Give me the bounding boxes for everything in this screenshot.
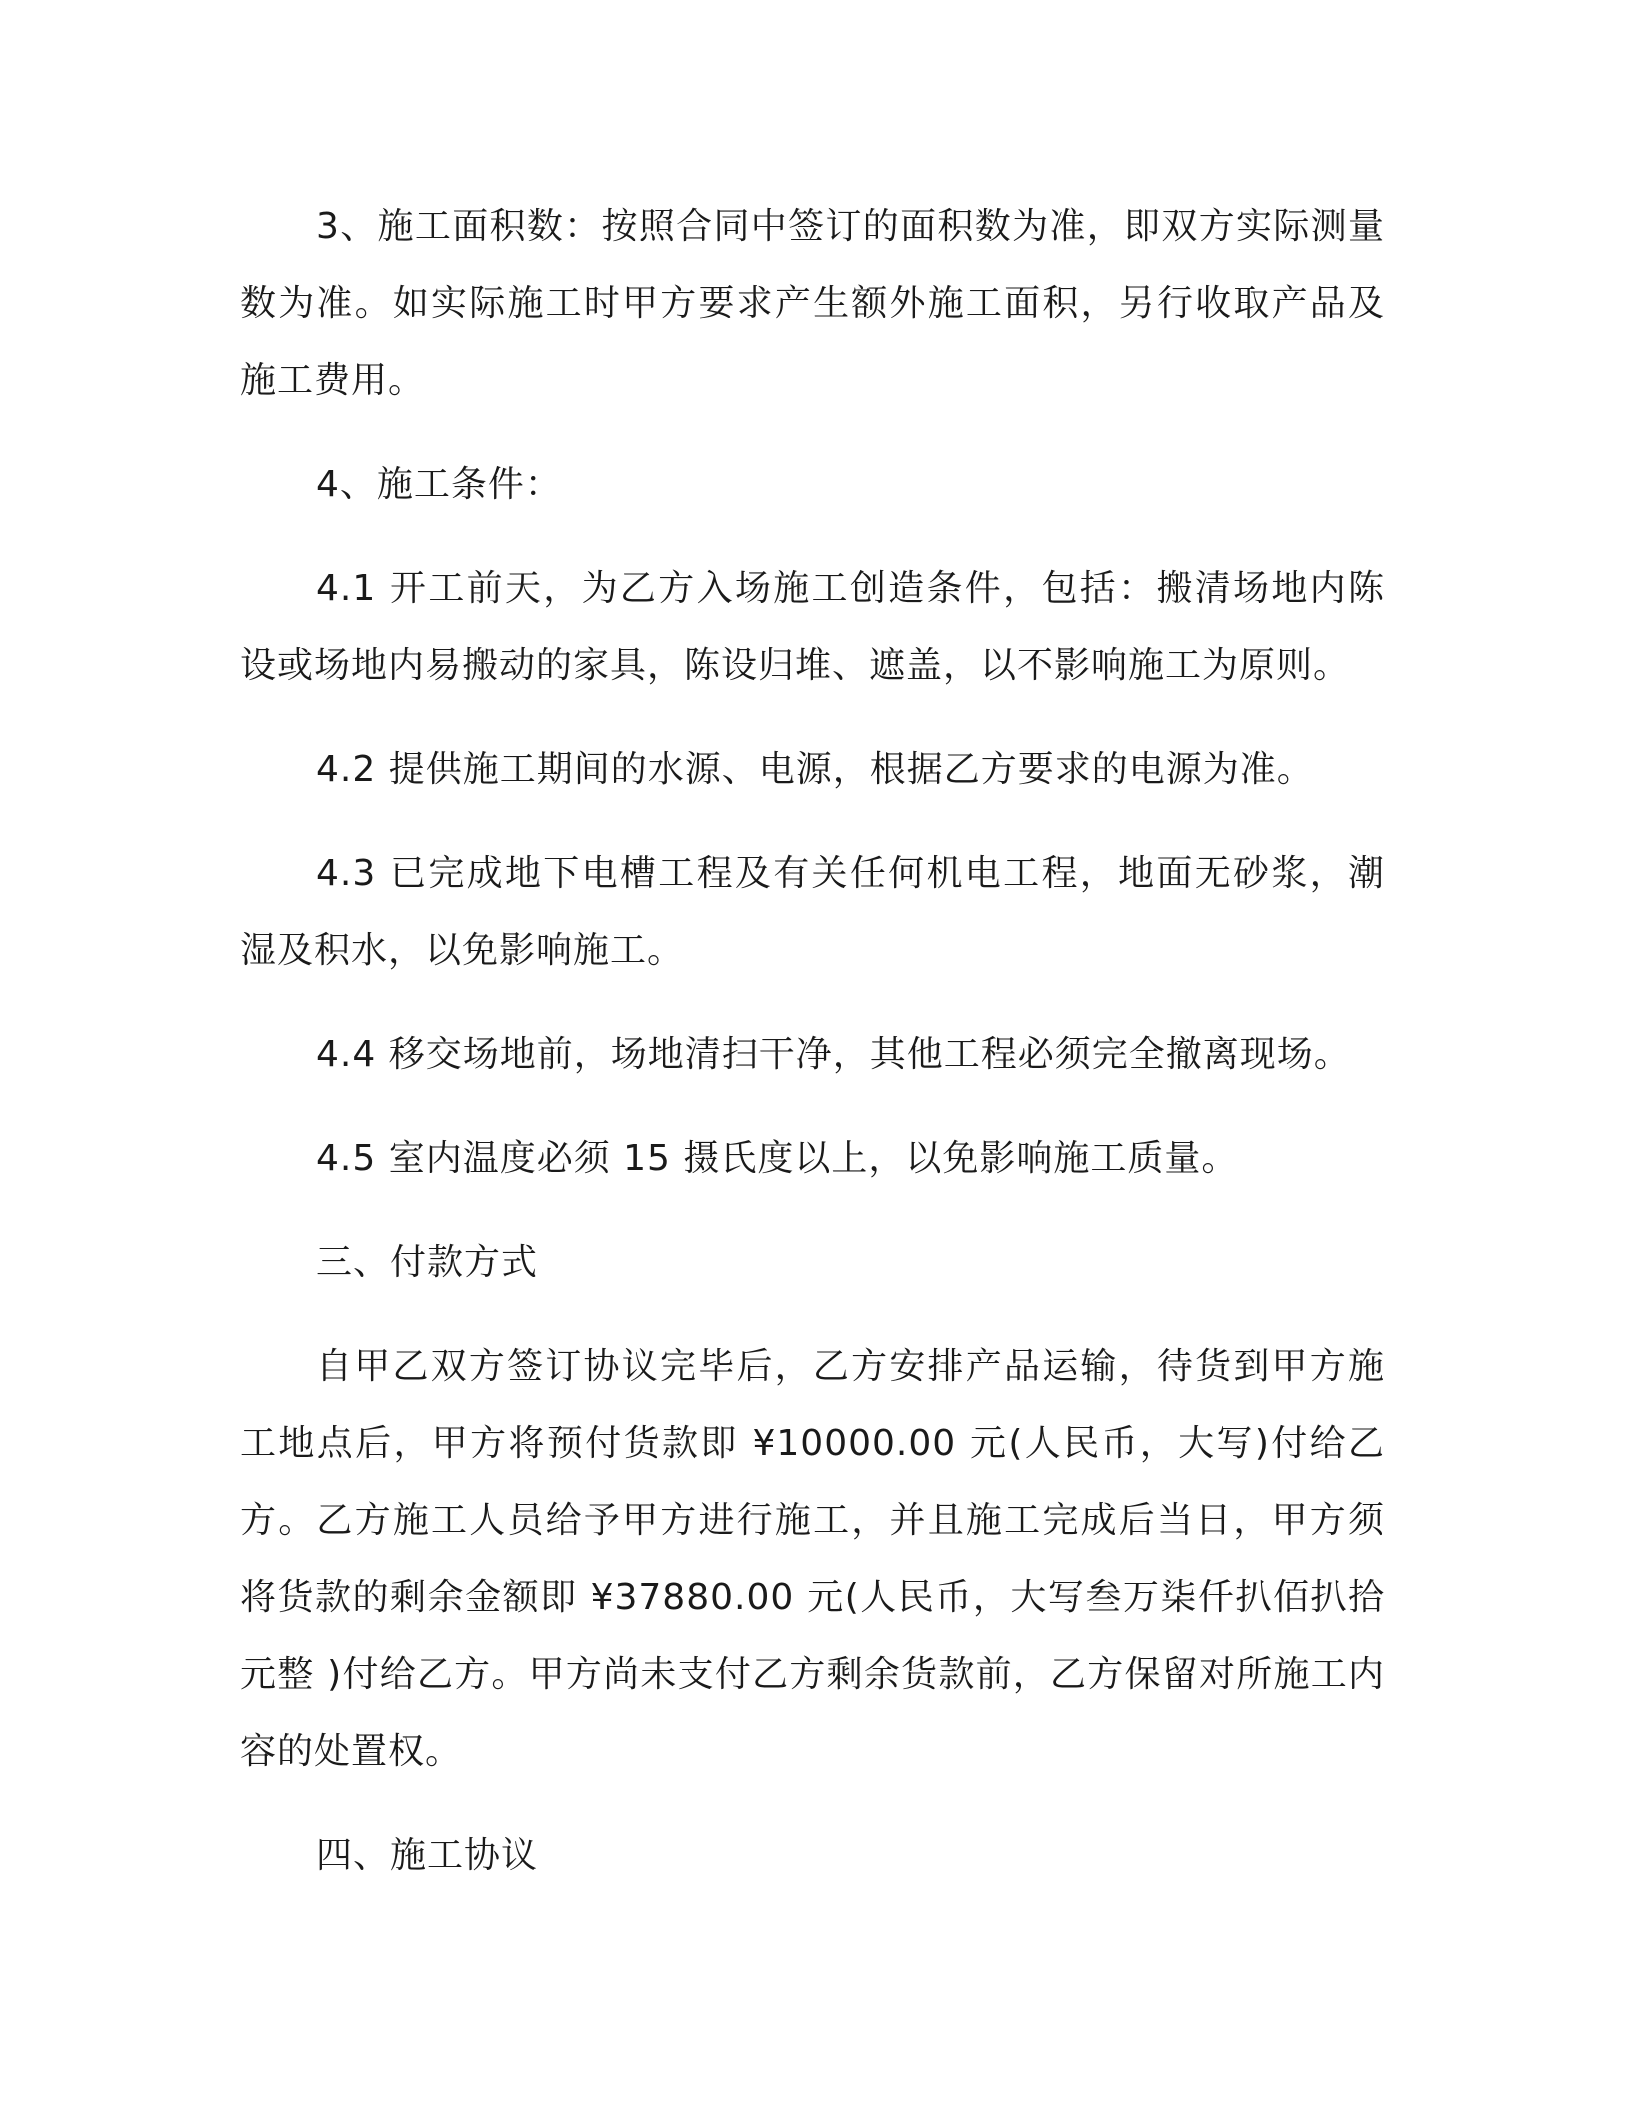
- paragraph-condition-4-5: 4.5 室内温度必须 15 摄氏度以上，以免影响施工质量。: [316, 1138, 1239, 1179]
- paragraph-condition-4-1: 4.1 开工前天，为乙方入场施工创造条件，包括：搬清场地内陈设或场地内易搬动的家具，陈设归堆、遮盖，以不影响施工为原则。: [240, 568, 1385, 686]
- heading-payment-method: 三、付款方式: [316, 1242, 539, 1283]
- heading-construction-agreement: 四、施工协议: [316, 1835, 539, 1876]
- heading-construction-conditions: 4、施工条件：: [316, 464, 562, 505]
- paragraph-construction-area: 3、施工面积数：按照合同中签订的面积数为准，即双方实际测量数为准。如实际施工时甲方要求产生额外施工面积，另行收取产品及施工费用。: [240, 206, 1385, 401]
- paragraph-condition-4-4: 4.4 移交场地前，场地清扫干净，其他工程必须完全撤离现场。: [316, 1034, 1351, 1075]
- paragraph-payment-terms: 自甲乙双方签订协议完毕后，乙方安排产品运输，待货到甲方施工地点后，甲方将预付货款即 ¥10000.00 元(人民币，大写)付给乙方。乙方施工人员给予甲方进行施工，并且施工完成后当日，甲方须将货款的剩余金额即 ¥37880.00 元(人民币，大写叁万柒仟扒佰扒拾元整 )付给乙方。甲方尚未支付乙方剩余货款前，乙方保留对所施工内容的处置权。: [240, 1346, 1385, 1772]
- paragraph-condition-4-2: 4.2 提供施工期间的水源、电源，根据乙方要求的电源为准。: [316, 749, 1314, 790]
- document-body: [240, 188, 1385, 1921]
- paragraph-condition-4-3: 4.3 已完成地下电槽工程及有关任何机电工程，地面无砂浆，潮湿及积水，以免影响施工。: [240, 853, 1385, 971]
